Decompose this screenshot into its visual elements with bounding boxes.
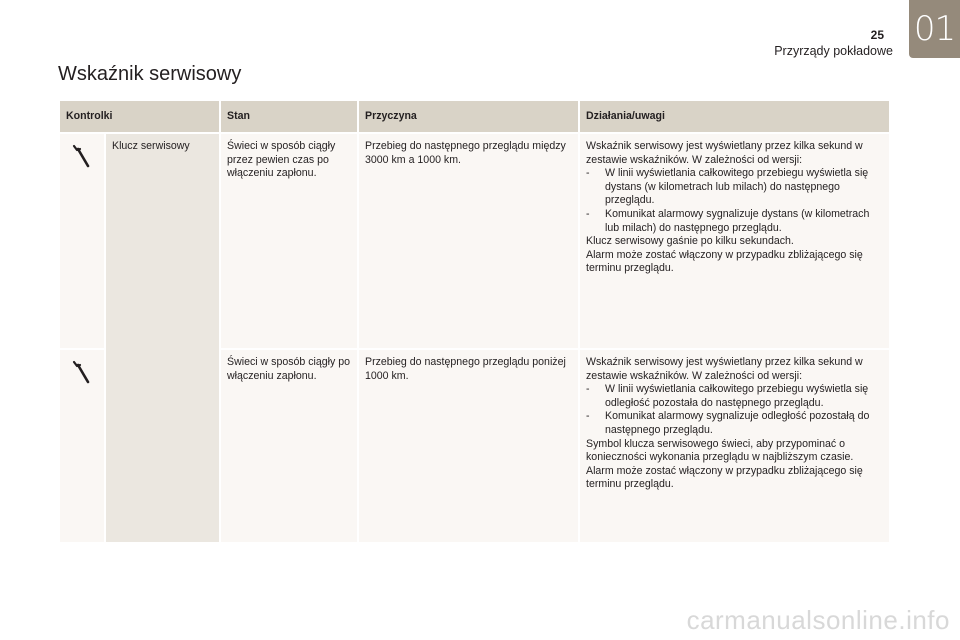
page-title: Wskaźnik serwisowy bbox=[58, 63, 242, 85]
actions-intro: Wskaźnik serwisowy jest wyświetlany przez kilka sekund w zestawie wskaźników. W zależności od wersji: bbox=[586, 140, 863, 166]
list-item-text: Komunikat alarmowy sygnalizuje odległość pozostałą do następnego przeglądu. bbox=[605, 410, 870, 436]
actions-note: Symbol klucza serwisowego świeci, aby przypominać o konieczności wykonania przeglądu w najbliższym czasie. bbox=[586, 437, 854, 464]
state-cell: Świeci w sposób ciągły przez pewien czas po włączeniu zapłonu. bbox=[221, 132, 357, 348]
watermark: carmanualsonline.info bbox=[686, 605, 950, 635]
cause-cell: Przebieg do następnego przeglądu między 3000 km a 1000 km. bbox=[359, 132, 578, 348]
service-indicator-table bbox=[58, 101, 891, 542]
cause-cell: Przebieg do następnego przeglądu poniżej 1000 km. bbox=[359, 348, 578, 542]
actions-note: Alarm może zostać włączony w przypadku zbliżającego się terminu przeglądu. bbox=[586, 248, 863, 275]
list-item-text: Komunikat alarmowy sygnalizuje dystans (w kilometrach lub milach) do następnego przeglądu. bbox=[605, 207, 870, 234]
list-item-text: W linii wyświetlania całkowitego przebiegu wyświetla się dystans (w kilometrach lub milach) do następnego przeglądu. bbox=[605, 167, 869, 207]
header-uwagi: Działania/uwagi bbox=[580, 101, 889, 132]
header-kontrolki: Kontrolki bbox=[60, 101, 219, 132]
list-dash: - bbox=[586, 383, 590, 396]
page-number: 25 bbox=[870, 28, 884, 42]
wrench-icon bbox=[71, 358, 93, 384]
list-item bbox=[586, 410, 883, 437]
actions-cell bbox=[580, 348, 889, 542]
state-cell: Świeci w sposób ciągły po włączeniu zapłonu. bbox=[221, 348, 357, 542]
icon-cell bbox=[60, 132, 104, 348]
icon-cell bbox=[60, 348, 104, 542]
section-label: Przyrządy pokładowe bbox=[774, 44, 893, 58]
list-dash: - bbox=[586, 167, 590, 180]
list-dash: - bbox=[586, 207, 590, 220]
wrench-icon bbox=[71, 142, 93, 168]
list-item-text: W linii wyświetlania całkowitego przebiegu wyświetla się odległość pozostała do następnego przeglądu. bbox=[605, 383, 869, 409]
header-stan: Stan bbox=[221, 101, 357, 132]
warning-name: Klucz serwisowy bbox=[106, 132, 219, 542]
actions-cell bbox=[580, 132, 889, 348]
actions-note: Alarm może zostać włączony w przypadku zbliżającego się terminu przeglądu. bbox=[586, 464, 863, 491]
list-item bbox=[586, 167, 883, 208]
list-item bbox=[586, 208, 883, 235]
chapter-tab: 01 bbox=[909, 0, 960, 58]
table-row bbox=[60, 132, 889, 348]
list-dash: - bbox=[586, 410, 590, 423]
actions-intro: Wskaźnik serwisowy jest wyświetlany przez kilka sekund w zestawie wskaźników. W zależności od wersji: bbox=[586, 356, 863, 382]
actions-note: Klucz serwisowy gaśnie po kilku sekundach. bbox=[586, 235, 794, 248]
header-przyczyna: Przyczyna bbox=[359, 101, 578, 132]
list-item bbox=[586, 383, 883, 410]
